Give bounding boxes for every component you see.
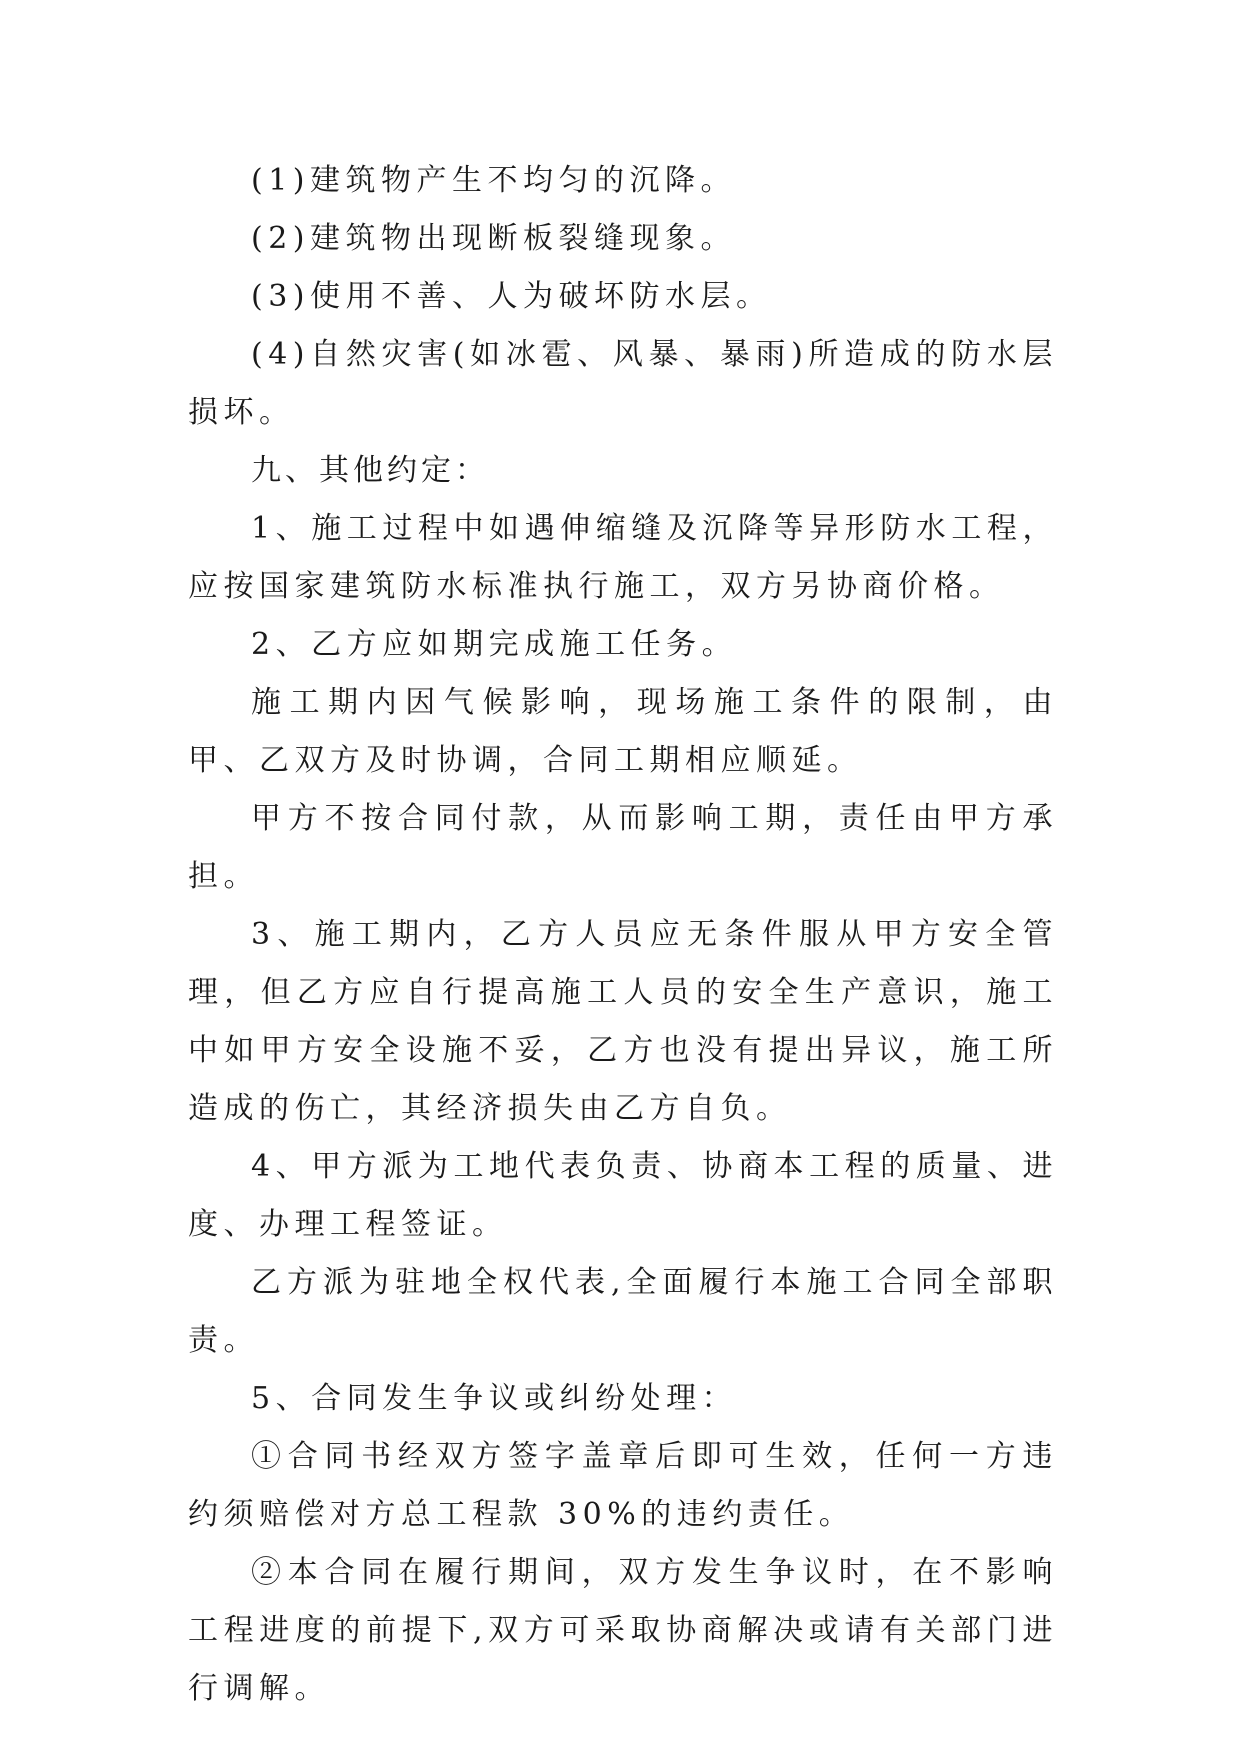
agreement-paragraph: 施工期内因气候影响，现场施工条件的限制，由甲、乙双方及时协调，合同工期相应顺延。 (188, 685, 1058, 778)
clause-item-1: (1)建筑物产生不均匀的沉降。 (251, 163, 736, 198)
agreement-paragraph: 乙方派为驻地全权代表,全面履行本施工合同全部职责。 (188, 1265, 1058, 1358)
document-body (188, 152, 1058, 1718)
agreement-paragraph: 甲方不按合同付款，从而影响工期，责任由甲方承担。 (188, 801, 1058, 894)
dispute-item-2: ②本合同在履行期间，双方发生争议时，在不影响工程进度的前提下,双方可采取协商解决或请有关部门进行调解。 (188, 1555, 1058, 1706)
agreement-item-5: 5、合同发生争议或纠纷处理： (251, 1381, 738, 1416)
agreement-item-2: 2、乙方应如期完成施工任务。 (251, 627, 738, 662)
clause-item-3: (3)使用不善、人为破坏防水层。 (251, 279, 772, 314)
agreement-item-1: 1、施工过程中如遇伸缩缝及沉降等异形防水工程，应按国家建筑防水标准执行施工，双方另协商价格。 (188, 511, 1058, 604)
section-heading-9: 九、其他约定： (251, 453, 489, 488)
clause-item-2: (2)建筑物出现断板裂缝现象。 (251, 221, 736, 256)
dispute-item-1: ①合同书经双方签字盖章后即可生效，任何一方违约须赔偿对方总工程款 30%的违约责任。 (188, 1439, 1058, 1532)
clause-item-4: (4)自然灾害(如冰雹、风暴、暴雨)所造成的防水层损坏。 (188, 337, 1058, 430)
agreement-item-4: 4、甲方派为工地代表负责、协商本工程的质量、进度、办理工程签证。 (188, 1149, 1058, 1242)
agreement-item-3: 3、施工期内，乙方人员应无条件服从甲方安全管理，但乙方应自行提高施工人员的安全生产意识，施工中如甲方安全设施不妥，乙方也没有提出异议，施工所造成的伤亡，其经济损失由乙方自负。 (188, 917, 1058, 1126)
